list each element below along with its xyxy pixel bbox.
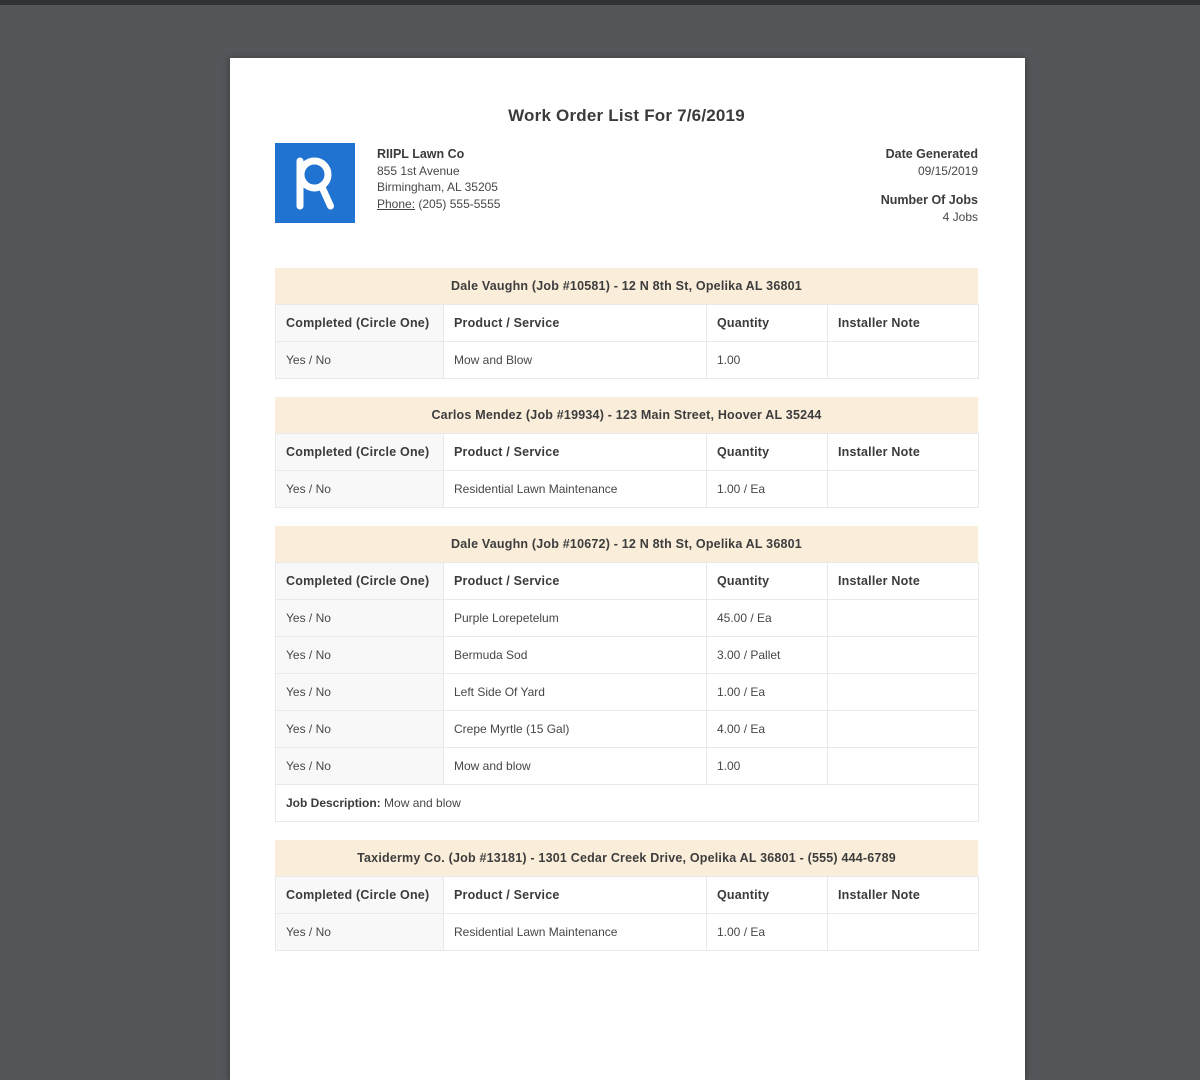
viewer-top-bar [0, 0, 1200, 5]
completed-cell: Yes / No [276, 342, 444, 379]
installer-note-cell [828, 674, 979, 711]
job-table [275, 562, 979, 822]
table-row [276, 600, 979, 637]
product-cell: Crepe Myrtle (15 Gal) [444, 711, 707, 748]
installer-note-cell [828, 600, 979, 637]
date-generated-label: Date Generated [885, 147, 978, 161]
job-table-header-row [276, 563, 979, 600]
job-title: Dale Vaughn (Job #10581) - 12 N 8th St, Opelika AL 36801 [275, 268, 978, 304]
job-work-order [275, 526, 978, 822]
column-header-completed: Completed (Circle One) [276, 877, 444, 914]
quantity-cell: 45.00 / Ea [707, 600, 828, 637]
column-header-completed: Completed (Circle One) [276, 305, 444, 342]
quantity-cell: 1.00 / Ea [707, 914, 828, 951]
product-cell: Bermuda Sod [444, 637, 707, 674]
job-description-cell [276, 785, 979, 822]
completed-cell: Yes / No [276, 637, 444, 674]
logo-r-icon [292, 156, 338, 210]
job-table [275, 304, 979, 379]
table-row [276, 748, 979, 785]
quantity-cell: 3.00 / Pallet [707, 637, 828, 674]
column-header-product: Product / Service [444, 877, 707, 914]
document-header [275, 143, 978, 225]
product-cell: Mow and blow [444, 748, 707, 785]
column-header-installer-note: Installer Note [828, 563, 979, 600]
completed-cell: Yes / No [276, 711, 444, 748]
table-row [276, 914, 979, 951]
job-table-header-row [276, 305, 979, 342]
date-generated-value: 09/15/2019 [917, 163, 978, 178]
completed-cell: Yes / No [276, 914, 444, 951]
column-header-quantity: Quantity [707, 563, 828, 600]
document-page [230, 58, 1025, 1080]
column-header-quantity: Quantity [707, 877, 828, 914]
table-row [276, 471, 979, 508]
job-table-header-row [276, 434, 979, 471]
quantity-cell: 1.00 [707, 342, 828, 379]
column-header-installer-note: Installer Note [828, 877, 979, 914]
installer-note-cell [828, 471, 979, 508]
quantity-cell: 4.00 / Ea [707, 711, 828, 748]
job-description-label: Job Description: [286, 796, 381, 810]
table-row [276, 342, 979, 379]
table-row [276, 711, 979, 748]
installer-note-cell [828, 637, 979, 674]
job-title: Carlos Mendez (Job #19934) - 123 Main Street, Hoover AL 35244 [275, 397, 978, 433]
product-cell: Purple Lorepetelum [444, 600, 707, 637]
installer-note-cell [828, 711, 979, 748]
completed-cell: Yes / No [276, 674, 444, 711]
completed-cell: Yes / No [276, 471, 444, 508]
product-cell: Mow and Blow [444, 342, 707, 379]
product-cell: Left Side Of Yard [444, 674, 707, 711]
installer-note-cell [828, 914, 979, 951]
job-work-order [275, 840, 978, 951]
column-header-product: Product / Service [444, 434, 707, 471]
completed-cell: Yes / No [276, 748, 444, 785]
phone-number: (205) 555-5555 [418, 196, 501, 211]
installer-note-cell [828, 748, 979, 785]
column-header-installer-note: Installer Note [828, 305, 979, 342]
job-description-value: Mow and blow [384, 796, 461, 810]
quantity-cell: 1.00 [707, 748, 828, 785]
column-header-quantity: Quantity [707, 305, 828, 342]
number-of-jobs-value: 4 Jobs [942, 209, 978, 224]
job-table [275, 433, 979, 508]
product-cell: Residential Lawn Maintenance [444, 471, 707, 508]
page-title: Work Order List For 7/6/2019 [508, 106, 745, 125]
company-name: RIIPL Lawn Co [377, 147, 465, 161]
job-table-header-row [276, 877, 979, 914]
document-meta [881, 143, 978, 225]
table-row [276, 674, 979, 711]
company-logo [275, 143, 355, 223]
completed-cell: Yes / No [276, 600, 444, 637]
column-header-completed: Completed (Circle One) [276, 563, 444, 600]
job-work-order [275, 397, 978, 508]
number-of-jobs-label: Number Of Jobs [880, 193, 978, 207]
company-info [377, 143, 500, 212]
table-row [276, 637, 979, 674]
company-phone [377, 196, 500, 213]
installer-note-cell [828, 342, 979, 379]
job-work-order [275, 268, 978, 379]
column-header-product: Product / Service [444, 563, 707, 600]
job-table [275, 876, 979, 951]
column-header-completed: Completed (Circle One) [276, 434, 444, 471]
column-header-quantity: Quantity [707, 434, 828, 471]
jobs-list [275, 268, 978, 951]
job-description-row [276, 785, 979, 822]
phone-label: Phone: [377, 196, 416, 211]
quantity-cell: 1.00 / Ea [707, 471, 828, 508]
job-title: Taxidermy Co. (Job #13181) - 1301 Cedar Creek Drive, Opelika AL 36801 - (555) 444-6789 [275, 840, 978, 876]
column-header-installer-note: Installer Note [828, 434, 979, 471]
meta-spacer [881, 179, 978, 192]
company-address-line1: 855 1st Avenue [377, 163, 460, 178]
quantity-cell: 1.00 / Ea [707, 674, 828, 711]
company-address-line2: Birmingham, AL 35205 [377, 180, 498, 194]
column-header-product: Product / Service [444, 305, 707, 342]
product-cell: Residential Lawn Maintenance [444, 914, 707, 951]
job-title: Dale Vaughn (Job #10672) - 12 N 8th St, Opelika AL 36801 [275, 526, 978, 562]
